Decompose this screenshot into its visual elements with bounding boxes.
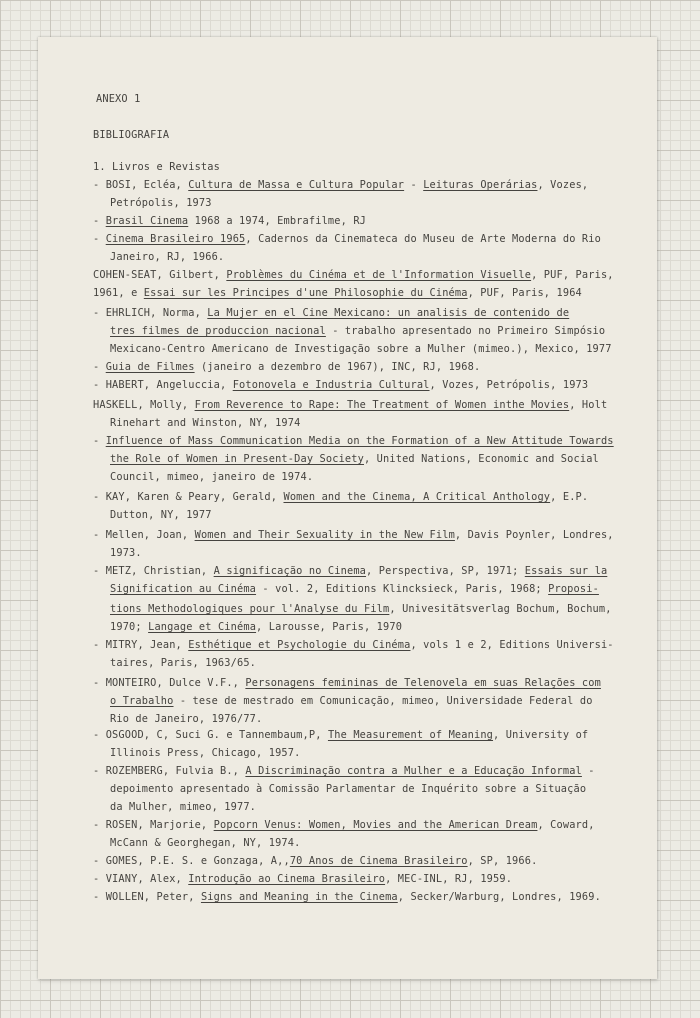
line-text: (janeiro a dezembro de 1967), INC, RJ, 1968. bbox=[194, 361, 481, 373]
line-text: 1970; bbox=[110, 621, 149, 633]
annex-heading: ANEXO 1 bbox=[96, 93, 141, 105]
bibliography-line bbox=[93, 677, 653, 689]
line-text: - trabalho apresentado no Primeiro Simpósio bbox=[325, 325, 606, 337]
line-text: - KAY, Karen & Peary, Gerald, bbox=[93, 491, 284, 503]
line-text: - MITRY, Jean, bbox=[93, 639, 189, 651]
underlined-title: Popcorn Venus: Women, Movies and the American Dream bbox=[213, 819, 538, 831]
line-text: , Larousse, Paris, 1970 bbox=[256, 621, 403, 633]
line-text: COHEN-SEAT, Gilbert, bbox=[93, 269, 227, 281]
bibliography-line bbox=[93, 287, 653, 299]
line-text: Petrópolis, 1973 bbox=[110, 197, 212, 209]
underlined-title: Influence of Mass Communication Media on the Formation of a New Attitude Towards bbox=[105, 435, 614, 447]
bibliography-line bbox=[110, 713, 658, 725]
bibliography-line bbox=[93, 873, 653, 885]
line-text: , E.P. bbox=[550, 491, 589, 503]
line-text: - MONTEIRO, Dulce V.F., bbox=[93, 677, 246, 689]
line-text: , Secker/Warburg, Londres, 1969. bbox=[397, 891, 601, 903]
bibliography-line bbox=[110, 453, 658, 465]
bibliography-line bbox=[110, 343, 658, 355]
line-text: , SP, 1966. bbox=[467, 855, 538, 867]
bibliography-line bbox=[93, 491, 653, 503]
line-text: - ROSEN, Marjorie, bbox=[93, 819, 214, 831]
underlined-title: Fotonovela e Industria Cultural bbox=[232, 379, 430, 391]
bibliography-line bbox=[93, 399, 653, 411]
underlined-title: Langage et Cinéma bbox=[148, 621, 257, 633]
underlined-title: Women and Their Sexuality in the New Film bbox=[194, 529, 455, 541]
line-text: - bbox=[581, 765, 595, 777]
line-text: - OSGOOD, C, Suci G. e Tannembaum,P, bbox=[93, 729, 328, 741]
line-text: - bbox=[93, 233, 106, 245]
line-text: taires, Paris, 1963/65. bbox=[110, 657, 257, 669]
line-text: Council, mimeo, janeiro de 1974. bbox=[110, 471, 314, 483]
line-text: - EHRLICH, Norma, bbox=[93, 307, 208, 319]
bibliography-line bbox=[110, 603, 658, 615]
line-text: - bbox=[93, 435, 106, 447]
line-text: Janeiro, RJ, 1966. bbox=[110, 251, 225, 263]
underlined-title: Signification au Cinéma bbox=[110, 583, 257, 595]
bibliography-line bbox=[110, 747, 658, 759]
bibliography-line bbox=[110, 695, 658, 707]
bibliography-line bbox=[93, 379, 653, 391]
underlined-title: Esthétique et Psychologie du Cinéma bbox=[188, 639, 411, 651]
underlined-title: A significação no Cinema bbox=[213, 565, 367, 577]
line-text: Mexicano-Centro Americano de Investigação sobre a Mulher (mimeo.), Mexico, 1977 bbox=[110, 343, 612, 355]
line-text: 1961, e bbox=[93, 287, 144, 299]
bibliography-line bbox=[93, 565, 653, 577]
line-text: - bbox=[404, 179, 424, 191]
line-text: 1968 a 1974, Embrafilme, RJ bbox=[188, 215, 367, 227]
underlined-title: From Reverence to Rape: The Treatment of Women inthe Movies bbox=[194, 399, 570, 411]
section-heading: BIBLIOGRAFIA bbox=[93, 129, 170, 141]
bibliography-line bbox=[110, 621, 658, 633]
bibliography-line bbox=[93, 891, 653, 903]
line-text: , Holt bbox=[569, 399, 608, 411]
underlined-title: Introdução ao Cinema Brasileiro bbox=[188, 873, 386, 885]
line-text: Rinehart and Winston, NY, 1974 bbox=[110, 417, 301, 429]
line-text: , University of bbox=[493, 729, 589, 741]
bibliography-line bbox=[110, 657, 658, 669]
underlined-title: A Discriminação contra a Mulher e a Educação Informal bbox=[245, 765, 582, 777]
underlined-title: Essais sur la bbox=[524, 565, 608, 577]
underlined-title: Women and the Cinema, A Critical Anthology bbox=[283, 491, 551, 503]
line-text: - vol. 2, Editions Klincksieck, Paris, 1968; bbox=[256, 583, 549, 595]
bibliography-line bbox=[93, 529, 653, 541]
line-text: - ROZEMBERG, Fulvia B., bbox=[93, 765, 246, 777]
line-text: , Cadernos da Cinemateca do Museu de Arte Moderna do Rio bbox=[245, 233, 601, 245]
document-page bbox=[38, 37, 657, 979]
line-text: - VIANY, Alex, bbox=[93, 873, 189, 885]
line-text: , PUF, Paris, bbox=[531, 269, 614, 281]
line-text: , Perspectiva, SP, 1971; bbox=[366, 565, 525, 577]
bibliography-line bbox=[93, 179, 653, 191]
line-text: - WOLLEN, Peter, bbox=[93, 891, 201, 903]
line-text: - GOMES, P.E. S. e Gonzaga, A,, bbox=[93, 855, 290, 867]
line-text: Rio de Janeiro, 1976/77. bbox=[110, 713, 263, 725]
bibliography-line bbox=[93, 729, 653, 741]
bibliography-line bbox=[93, 307, 653, 319]
bibliography-line bbox=[110, 509, 658, 521]
line-text: Dutton, NY, 1977 bbox=[110, 509, 212, 521]
bibliography-line bbox=[93, 855, 653, 867]
line-text: - Mellen, Joan, bbox=[93, 529, 195, 541]
line-text: , Vozes, Petrópolis, 1973 bbox=[429, 379, 589, 391]
underlined-title: La Mujer en el Cine Mexicano: un analisis de contenido de bbox=[207, 307, 570, 319]
underlined-title: o Trabalho bbox=[110, 695, 174, 707]
bibliography-line bbox=[110, 801, 658, 813]
bibliography-line bbox=[93, 435, 653, 447]
underlined-title: Guia de Filmes bbox=[105, 361, 195, 373]
bibliography-line bbox=[110, 583, 658, 595]
underlined-title: Brasil Cinema bbox=[105, 215, 189, 227]
line-text: - bbox=[93, 361, 106, 373]
bibliography-line bbox=[93, 233, 653, 245]
bibliography-line bbox=[110, 417, 658, 429]
line-text: , MEC-INL, RJ, 1959. bbox=[385, 873, 513, 885]
line-text: da Mulher, mimeo, 1977. bbox=[110, 801, 257, 813]
line-text: 1. Livros e Revistas bbox=[93, 161, 220, 173]
underlined-title: Leituras Operárias bbox=[423, 179, 538, 191]
line-text: , Univesitätsverlag Bochum, Bochum, bbox=[389, 603, 612, 615]
bibliography-line bbox=[93, 361, 653, 373]
bibliography-line bbox=[110, 325, 658, 337]
line-text: - BOSI, Ecléa, bbox=[93, 179, 189, 191]
line-text: HASKELL, Molly, bbox=[93, 399, 195, 411]
line-text: , Vozes, bbox=[537, 179, 589, 191]
section-subheading bbox=[93, 161, 653, 173]
underlined-title: tres filmes de produccion nacional bbox=[110, 325, 326, 337]
underlined-title: The Measurement of Meaning bbox=[327, 729, 494, 741]
bibliography-line bbox=[110, 251, 658, 263]
bibliography-line bbox=[93, 215, 653, 227]
line-text: - bbox=[93, 215, 106, 227]
line-text: , Davis Poynler, Londres, bbox=[454, 529, 614, 541]
bibliography-line bbox=[93, 819, 653, 831]
bibliography-line bbox=[110, 197, 658, 209]
line-text: Illinois Press, Chicago, 1957. bbox=[110, 747, 301, 759]
underlined-title: Personagens femininas de Telenovela em suas Relações com bbox=[245, 677, 601, 689]
bibliography-line bbox=[93, 765, 653, 777]
bibliography-line bbox=[93, 639, 653, 651]
line-text: 1973. bbox=[110, 547, 142, 559]
line-text: , United Nations, Economic and Social bbox=[363, 453, 599, 465]
bibliography-line bbox=[110, 837, 658, 849]
underlined-title: Cultura de Massa e Cultura Popular bbox=[188, 179, 405, 191]
bibliography-line bbox=[93, 269, 653, 281]
line-text: - tese de mestrado em Comunicação, mimeo, Universidade Federal do bbox=[173, 695, 593, 707]
underlined-title: tions Methodologiques pour l'Analyse du Film bbox=[110, 603, 390, 615]
line-text: - METZ, Christian, bbox=[93, 565, 214, 577]
underlined-title: 70 Anos de Cinema Brasileiro bbox=[289, 855, 468, 867]
underlined-title: Problèmes du Cinéma et de l'Information Visuelle bbox=[226, 269, 532, 281]
line-text: , PUF, Paris, 1964 bbox=[467, 287, 582, 299]
line-text: , vols 1 e 2, Editions Universi- bbox=[410, 639, 614, 651]
bibliography-line bbox=[110, 783, 658, 795]
line-text: - HABERT, Angeluccia, bbox=[93, 379, 233, 391]
underlined-title: Proposi- bbox=[548, 583, 599, 595]
line-text: , Coward, bbox=[537, 819, 595, 831]
underlined-title: Cinema Brasileiro 1965 bbox=[105, 233, 246, 245]
bibliography-line bbox=[110, 471, 658, 483]
line-text: McCann & Georghegan, NY, 1974. bbox=[110, 837, 301, 849]
line-text: depoimento apresentado à Comissão Parlamentar de Inquérito sobre a Situação bbox=[110, 783, 587, 795]
underlined-title: the Role of Women in Present-Day Society bbox=[110, 453, 364, 465]
bibliography-line bbox=[110, 547, 658, 559]
underlined-title: Essai sur les Principes d'une Philosophie du Cinéma bbox=[143, 287, 468, 299]
underlined-title: Signs and Meaning in the Cinema bbox=[200, 891, 398, 903]
